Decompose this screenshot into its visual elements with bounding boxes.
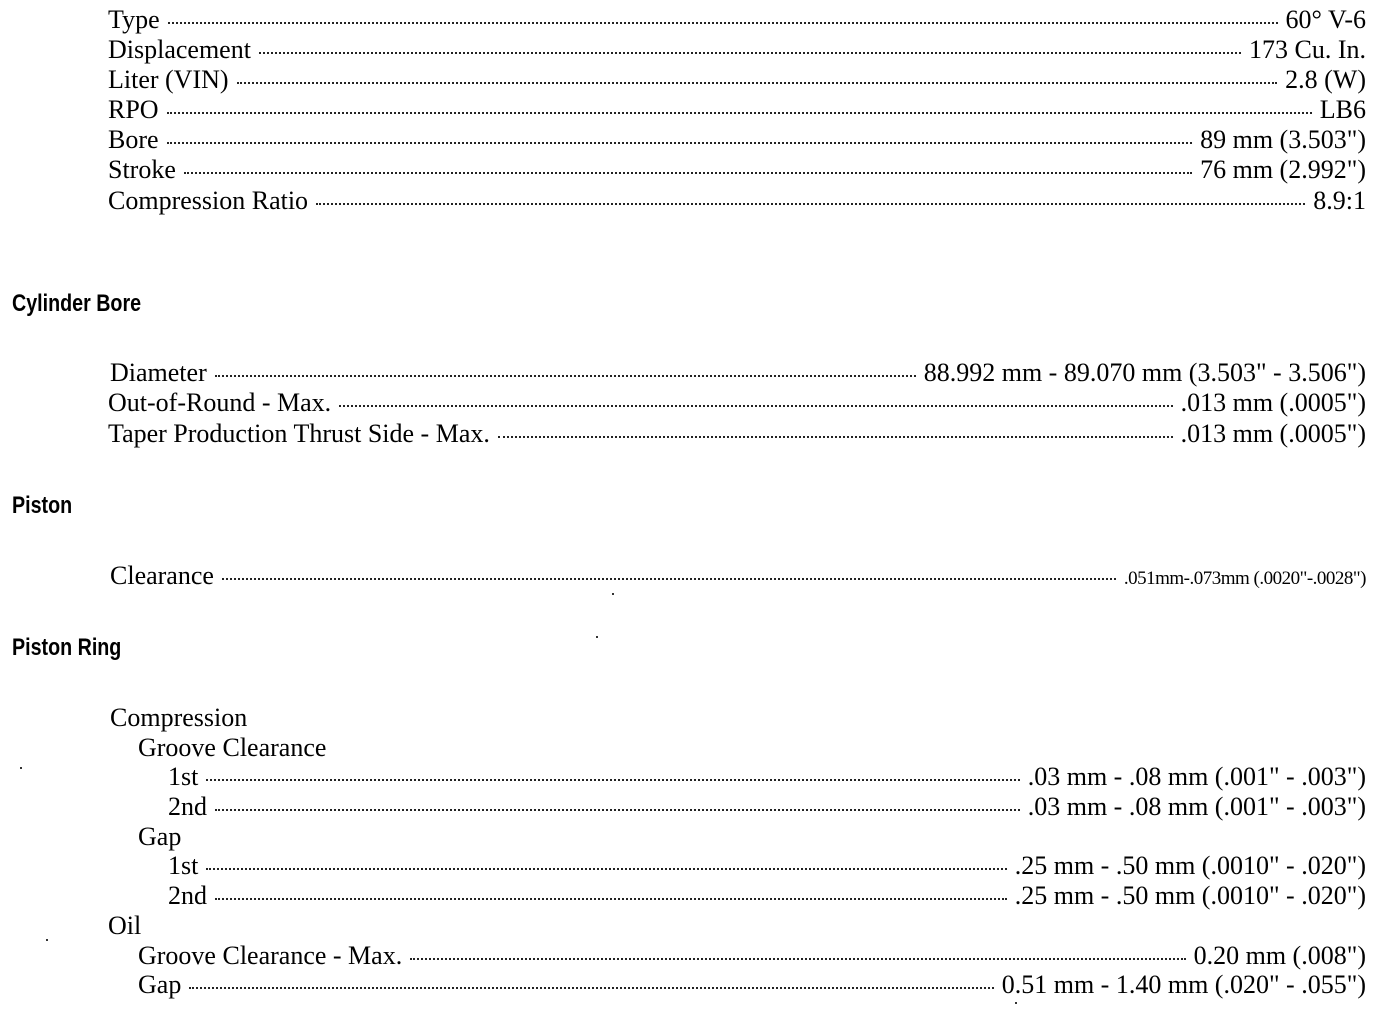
subheading-gap: Gap — [138, 822, 182, 851]
spec-row-groove-1st — [168, 762, 1366, 792]
spec-value: 2.8 (W) — [1285, 65, 1366, 94]
spec-row-type — [108, 5, 1366, 35]
spec-label: RPO — [108, 95, 159, 124]
spec-value: 88.992 mm - 89.070 mm (3.503" - 3.506") — [923, 358, 1366, 387]
spec-label: 2nd — [168, 792, 207, 821]
dot-leader — [215, 375, 916, 377]
spec-value: .25 mm - .50 mm (.0010" - .020") — [1014, 881, 1366, 910]
dot-leader — [206, 779, 1019, 781]
scan-speck — [596, 636, 598, 638]
scan-speck — [612, 593, 614, 595]
spec-row-gap-2nd — [168, 881, 1366, 911]
spec-label: Taper Production Thrust Side - Max. — [108, 419, 490, 448]
spec-row-rpo — [108, 95, 1366, 125]
spec-row-oil-gap — [138, 970, 1366, 1000]
dot-leader — [184, 172, 1192, 174]
spec-label: Bore — [108, 125, 159, 154]
spec-value: 8.9:1 — [1313, 186, 1366, 215]
spec-value: 0.20 mm (.008") — [1193, 941, 1366, 970]
dot-leader — [206, 868, 1006, 870]
dot-leader — [215, 898, 1007, 900]
dot-leader — [222, 578, 1116, 580]
subheading-compression: Compression — [110, 703, 248, 732]
dot-leader — [259, 52, 1241, 54]
spec-label: Diameter — [110, 358, 207, 387]
spec-row-taper — [108, 419, 1366, 449]
spec-row-groove-2nd — [168, 792, 1366, 822]
spec-row-gap-1st — [168, 851, 1366, 881]
spec-value: .051mm-.073mm (.0020"-.0028") — [1123, 568, 1366, 589]
spec-value: 173 Cu. In. — [1249, 35, 1366, 64]
spec-value: .03 mm - .08 mm (.001" - .003") — [1027, 792, 1366, 821]
spec-value: 89 mm (3.503") — [1200, 125, 1366, 154]
spec-value: LB6 — [1319, 95, 1366, 124]
spec-value: .25 mm - .50 mm (.0010" - .020") — [1014, 851, 1366, 880]
spec-label: Compression Ratio — [108, 186, 309, 215]
scan-speck — [46, 939, 48, 941]
spec-label: Gap — [138, 970, 182, 999]
spec-row-oil-groove-clearance — [138, 941, 1366, 971]
spec-value: 60° V-6 — [1285, 5, 1366, 34]
spec-row-piston-clearance — [110, 561, 1366, 591]
spec-value: .013 mm (.0005") — [1180, 388, 1366, 417]
spec-row-diameter — [110, 358, 1366, 388]
scan-speck — [20, 767, 22, 769]
dot-leader — [167, 112, 1312, 114]
spec-label: 1st — [168, 762, 199, 791]
spec-label: 2nd — [168, 881, 207, 910]
spec-row-displacement — [108, 35, 1366, 65]
dot-leader — [189, 987, 993, 989]
dot-leader — [410, 958, 1185, 960]
spec-value: .03 mm - .08 mm (.001" - .003") — [1027, 762, 1366, 791]
section-heading-cylinder-bore: Cylinder Bore — [12, 290, 142, 317]
spec-label: 1st — [168, 851, 199, 880]
dot-leader — [498, 436, 1173, 438]
spec-row-liter-vin — [108, 65, 1366, 95]
scan-speck — [1015, 1002, 1017, 1004]
spec-label: Groove Clearance - Max. — [138, 941, 403, 970]
dot-leader — [316, 203, 1305, 205]
spec-label: Displacement — [108, 35, 251, 64]
dot-leader — [215, 809, 1020, 811]
spec-label: Clearance — [110, 561, 214, 590]
spec-row-out-of-round — [108, 388, 1366, 418]
spec-value: 76 mm (2.992") — [1200, 155, 1366, 184]
spec-label: Liter (VIN) — [108, 65, 229, 94]
spec-row-compression-ratio — [108, 186, 1366, 216]
section-heading-piston-ring: Piston Ring — [12, 634, 122, 661]
subheading-oil: Oil — [108, 911, 142, 940]
dot-leader — [167, 142, 1193, 144]
spec-label: Stroke — [108, 155, 176, 184]
spec-value: 0.51 mm - 1.40 mm (.020" - .055") — [1001, 970, 1366, 999]
subheading-groove-clearance: Groove Clearance — [138, 733, 327, 762]
spec-row-bore — [108, 125, 1366, 155]
spec-label: Type — [108, 5, 160, 34]
spec-row-stroke — [108, 155, 1366, 185]
dot-leader — [237, 82, 1278, 84]
spec-value: .013 mm (.0005") — [1180, 419, 1366, 448]
spec-label: Out-of-Round - Max. — [108, 388, 332, 417]
dot-leader — [339, 405, 1172, 407]
dot-leader — [168, 22, 1278, 24]
section-heading-piston: Piston — [12, 492, 73, 519]
